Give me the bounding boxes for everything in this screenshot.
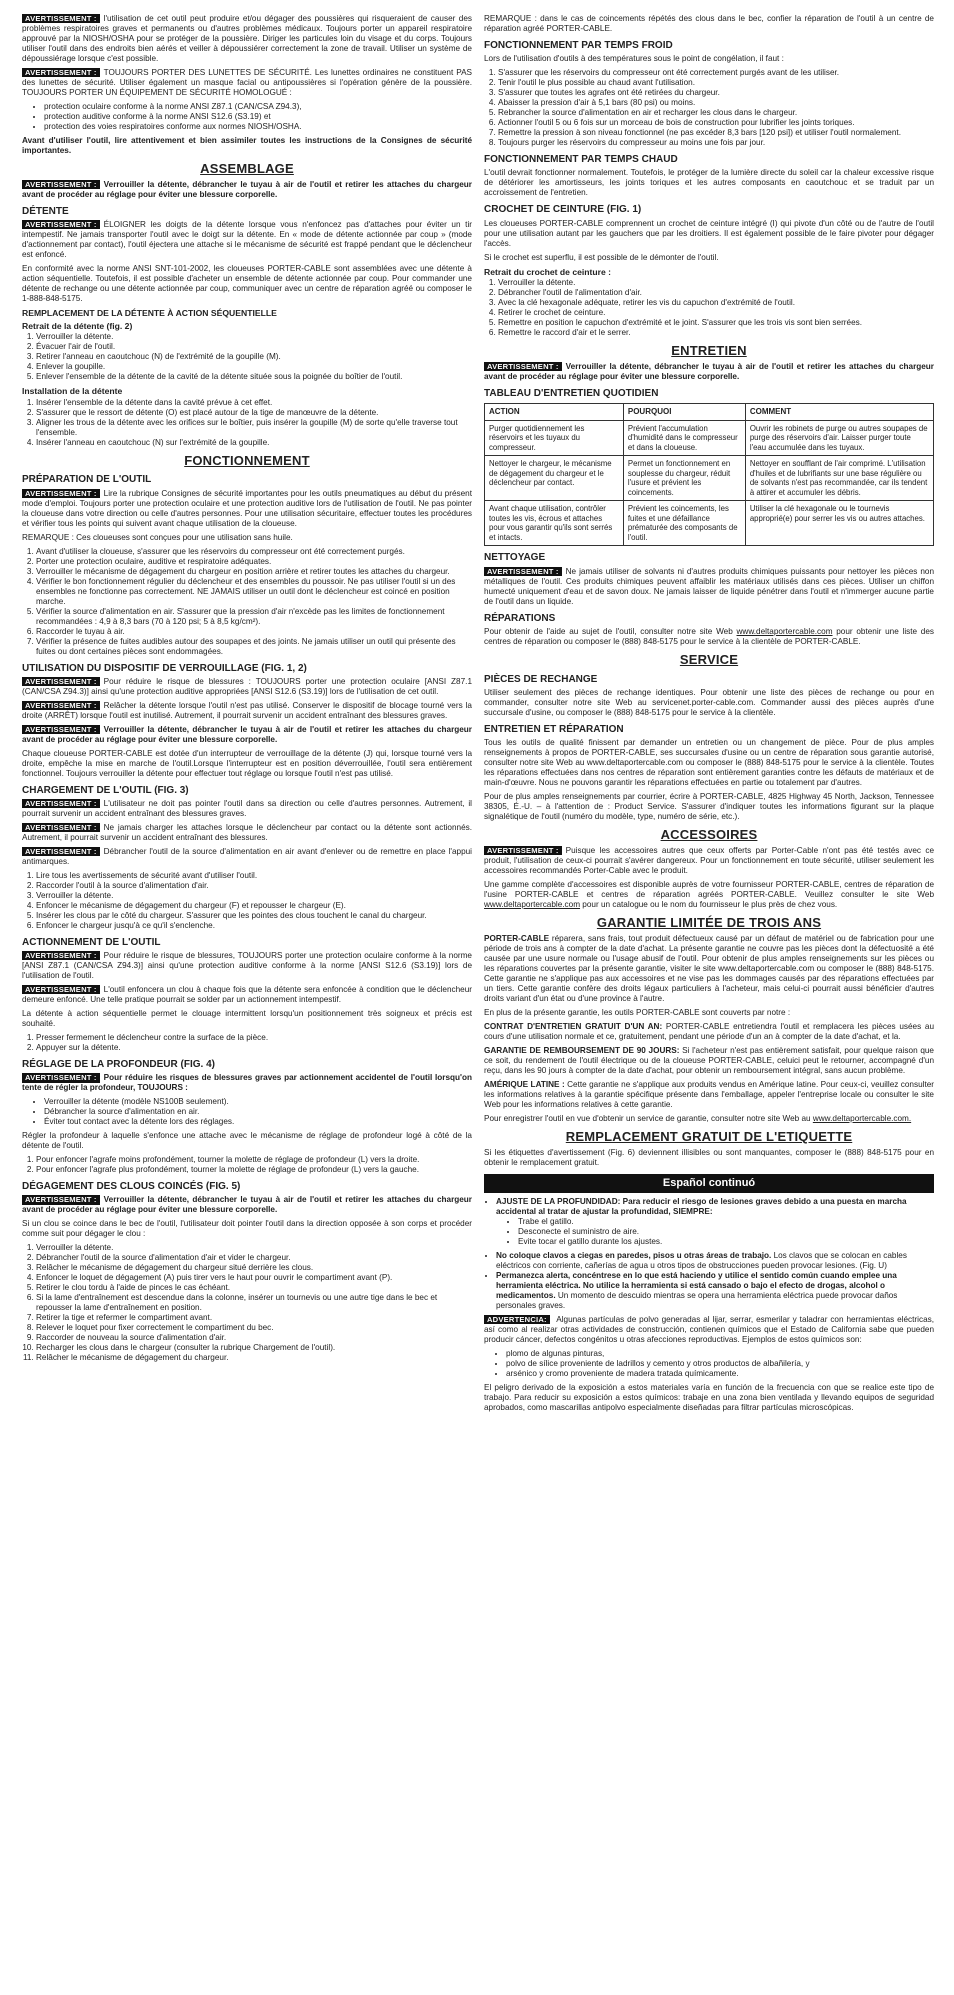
- warning-badge: AVERTISSEMENT :: [22, 220, 100, 229]
- prep-warning: AVERTISSEMENT : Lire la rubrique Consignes de sécurité importantes pour les outils pneumatiques au début du présent mode d'emploi. Toujours porter une protection oculaire et une protection auditive lors de l'utilisation de l'outil. Ne pas pointer la cloueuse dans votre direction ou celle d'autres personnes. Pour une utilisation sécuritaire, effectuer toutes les procédures et vérifier tous les points qui suivent avant chaque utilisation de la cloueuse.: [22, 488, 472, 528]
- hook-removal-heading: Retrait du crochet de ceinture :: [484, 266, 612, 277]
- jam-steps: [22, 1243, 472, 1363]
- removal-steps: [22, 332, 472, 382]
- table-header-row: [485, 404, 934, 421]
- warranty-paragraph-2: En plus de la présente garantie, les outils PORTER-CABLE sont couverts par notre :: [484, 1007, 791, 1017]
- list-item: 2. Porter une protection oculaire, auditive et respiratoire adéquates.: [36, 557, 472, 567]
- list-item: • polvo de sílice proveniente de ladrillos y cemento y otros productos de albañilería, y: [506, 1359, 934, 1369]
- list-item: 1. Avant d'utiliser la cloueuse, s'assurer que les réservoirs du compresseur ont été correctement purgés.: [36, 547, 472, 557]
- label-replacement-paragraph: Si les étiquettes d'avertissement (Fig. 6) deviennent illisibles ou sont manquantes, composer le (888) 848-5175 pour en obtenir le remplacement gratuit.: [484, 1147, 934, 1167]
- hot-paragraph: L'outil devrait fonctionner normalement. Toutefois, le protéger de la lumière directe du soleil car la chaleur excessive risque de détériorer les amortisseurs, les joints toriques et les autres composants en caoutchouc et se traduit par un accroissement de l'entretien.: [484, 168, 934, 198]
- warning-badge: AVERTISSEMENT :: [22, 489, 100, 498]
- actuation-warning-2: AVERTISSEMENT : L'outil enfoncera un clou à chaque fois que la détente sera enfoncée à condition que le déclencheur demeure enfoncé. Une telle pratique pourrait se solder par un actionnement intempestif.: [22, 985, 472, 1005]
- repair-heading: ENTRETIEN ET RÉPARATION: [484, 723, 624, 735]
- maintenance-heading: ENTRETIEN: [671, 343, 747, 359]
- prep-remark: REMARQUE : Ces cloueuses sont conçues pour une utilisation sans huile.: [22, 532, 293, 542]
- parts-heading: PIÈCES DE RECHANGE: [484, 673, 598, 685]
- list-item: 1. S'assurer que les réservoirs du compresseur ont été correctement purgés avant de les utiliser.: [498, 68, 934, 78]
- list-item: 9. Raccorder de nouveau la source d'alimentation d'air.: [36, 1333, 472, 1343]
- hook-paragraph: Les cloueuses PORTER-CABLE comprennent un crochet de ceinture intégré (I) qui pivote d'un côté ou de l'autre de l'outil pour une utilisation autant par les gauchers que par les droitiers. Il est également possible de le faire pivoter pour dégager l'accès.: [484, 218, 934, 248]
- depth-heading: RÉGLAGE DE LA PROFONDEUR (FIG. 4): [22, 1059, 215, 1071]
- spanish-warning: ADVERTENCIA: Algunas partículas de polvo generadas al lijar, serrar, esmerilar y taladrar con herramientas eléctricas, así como al realizar otras actividades de construcción, contienen químicos que el Estado de California sabe que pueden producir cáncer, defectos congénitos u otras afecciones reproductivas. Ejemplos de estos químicos son:: [484, 1314, 934, 1344]
- warning-badge: AVERTISSEMENT :: [22, 68, 100, 77]
- lock-paragraph: Chaque cloueuse PORTER-CABLE est dotée d'un interrupteur de verrouillage de la détente (J) qui, lorsque tourné vers la droite, empêche la mise en marche de l'outil.Lorsque l'interrupteur est en position déverrouillée, l'outil sera entièrement fonctionnel. Toujours verrouiller la détente pour effectuer tout réglage ou lorsque l'outil n'est pas utilisé.: [22, 748, 472, 778]
- list-item: 1. Insérer l'ensemble de la détente dans la cavité prévue à cet effet.: [36, 398, 472, 408]
- table-cell: Utiliser la clé hexagonale ou le tournevis approprié(e) pour serrer les vis ou autres attaches.: [745, 501, 933, 546]
- list-item: 1. Verrouiller la détente.: [498, 278, 934, 288]
- lock-heading: UTILISATION DU DISPOSITIF DE VERROUILLAGE (FIG. 1, 2): [22, 662, 307, 674]
- spanish-risk-paragraph: El peligro derivado de la exposición a estos materiales varía en función de la frecuencia con que se realice este tipo de trabajo. Para reducir su exposición a estos químicos: trabaje en una zona bien ventilada y llevando equipos de seguridad aprobados, como mascarillas antipolvo especialmente diseñadas para filtrar partículas microscópicas.: [484, 1382, 934, 1412]
- list-item: 4. Abaisser la pression d'air à 5,1 bars (80 psi) ou moins.: [498, 98, 934, 108]
- warning-badge: AVERTISSEMENT :: [22, 701, 100, 710]
- list-item: 5. Insérer les clous par le côté du chargeur. S'assurer que les pointes des clous touchent le canal du chargeur.: [36, 911, 472, 921]
- install-steps: [22, 398, 472, 448]
- list-item: 1. Verrouiller la détente.: [36, 332, 472, 342]
- list-item: 6. Actionner l'outil 5 ou 6 fois sur un morceau de bois de construction pour lubrifier les joints toriques.: [498, 118, 934, 128]
- accessories-paragraph: Une gamme complète d'accessoires est disponible auprès de votre fournisseur PORTER-CABLE, centres de réparation de l'usine PORTER-CABLE et centres de réparation agréés PORTER-CABLE. Veuillez consulter le site Web www.deltaportercable.com pour un catalogue ou le nom du fournisseur le plus près de chez vous.: [484, 879, 934, 909]
- list-item: • Evite tocar el gatillo durante los ajustes.: [518, 1237, 934, 1247]
- trigger-warning: AVERTISSEMENT : ÉLOIGNER les doigts de la détente lorsque vous n'enfoncez pas d'attaches pour éviter un tir intempestif. Ne jamais transporter l'outil avec le doigt sur la détente. En « mode de détente actionnée par coup » (mode d'actionnement par contact), l'outil éjectera une attache si le mécanisme de sécurité est frappé pendant que le déclencheur est enfoncé.: [22, 220, 472, 260]
- load-warning-3: AVERTISSEMENT : Débrancher l'outil de la source d'alimentation en air avant d'enlever ou de remettre en place l'appui antimarques.: [22, 846, 472, 866]
- list-item: 7. Remettre la pression à son niveau fonctionnel (ne pas excéder 8,3 bars [120 psi]) et utiliser l'outil normalement.: [498, 128, 934, 138]
- list-item: 5. Vérifier la source d'alimentation en air. S'assurer que la pression d'air n'excède pas les limites de fonctionnement recommandées : 4,9 à 8,3 bars (70 à 120 psi; 5 à 8,5 kg/cm²).: [36, 607, 472, 627]
- table-cell: Nettoyer le chargeur, le mécanisme de dégagement du chargeur et le déclencheur par contact.: [485, 456, 624, 501]
- list-item: • Permanezca alerta, concéntrese en lo que está haciendo y utilice el sentido común cuando emplee una herramienta eléctrica. No utilice la herramienta si está cansado o bajo el efecto de drogas, alcohol o medicamentos. Un momento de descuido mientras se opera una herramienta eléctrica puede provocar daños personales graves.: [496, 1271, 934, 1311]
- warning-badge: AVERTISSEMENT :: [22, 180, 100, 189]
- website-link[interactable]: www.deltaportercable.com.: [812, 1113, 912, 1123]
- actuation-warning-1: AVERTISSEMENT : Pour réduire le risque de blessures, TOUJOURS porter une protection oculaire conforme à la norme [ANSI Z87.1 (CAN/CSA Z94.3)] ainsi qu'une protection auditive conforme à la norme [ANSI S12.6 (S3.19)] lors de l'utilisation de l'outil.: [22, 951, 472, 981]
- right-column: [484, 14, 934, 1984]
- list-item: • protection oculaire conforme à la norme ANSI Z87.1 (CAN/CSA Z94.3),: [44, 102, 472, 112]
- lock-warning-3: AVERTISSEMENT : Verrouiller la détente, débrancher le tuyau à air de l'outil et retirer les attaches du chargeur avant de procéder au réglage pour éviter une blessure corporelle.: [22, 724, 472, 744]
- table-cell: Permet un fonctionnement en souplesse du chargeur, réduit l'usure et prévient les coincements.: [623, 456, 745, 501]
- jam-paragraph: Si un clou se coince dans le bec de l'outil, l'utilisateur doit pointer l'outil dans la direction opposée à son corps et procéder comme suit pour dégager le clou :: [22, 1219, 472, 1239]
- list-item: 2. S'assurer que le ressort de détente (O) est placé autour de la tige de manœuvre de la détente.: [36, 408, 472, 418]
- list-item: • Débrancher la source d'alimentation en air.: [44, 1107, 472, 1117]
- warning-badge: AVERTISSEMENT :: [484, 846, 562, 855]
- depth-list: [22, 1097, 472, 1127]
- operation-heading: FONCTIONNEMENT: [184, 452, 310, 468]
- list-item: • plomo de algunas pinturas,: [506, 1349, 934, 1359]
- hook-heading: CROCHET DE CEINTURE (FIG. 1): [484, 204, 642, 216]
- jam-remark: REMARQUE : dans le cas de coincements répétés des clous dans le bec, confier la réparation de l'outil à un centre de réparation agréé PORTER-CABLE.: [484, 14, 934, 33]
- list-item: 3. Verrouiller le mécanisme de dégagement du chargeur en position arrière et retirer toutes les attaches du chargeur.: [36, 567, 472, 577]
- list-item: • protection des voies respiratoires conforme aux normes NIOSH/OSHA.: [44, 122, 472, 132]
- spanish-continued-banner: Español continuó: [484, 1174, 934, 1193]
- list-item: • Verrouiller la détente (modèle NS100B seulement).: [44, 1097, 472, 1107]
- prep-steps: [22, 547, 472, 657]
- list-item: 1. Pour enfoncer l'agrafe moins profondément, tourner la molette de réglage de profondeur (L) vers la droite.: [36, 1155, 472, 1165]
- depth-paragraph: Régler la profondeur à laquelle s'enfonce une attache avec le mécanisme de réglage de profondeur logé à côté de la détente de l'outil.: [22, 1131, 472, 1151]
- cleaning-heading: NETTOYAGE: [484, 552, 546, 564]
- cold-intro: Lors de l'utilisation d'outils à des températures sous le point de congélation, il faut :: [484, 54, 784, 64]
- list-item: 4. Retirer le crochet de ceinture.: [498, 308, 934, 318]
- list-item: • arsénico y cromo proveniente de madera tratada químicamente.: [506, 1369, 934, 1379]
- warning-badge: AVERTISSEMENT :: [22, 951, 100, 960]
- list-item: 1. Lire tous les avertissements de sécurité avant d'utiliser l'outil.: [36, 871, 472, 881]
- warranty-paragraph: PORTER-CABLE réparera, sans frais, tout produit défectueux causé par un défaut de matériel ou de fabrication pour une période de trois ans à compter de la date d'achat. La présente garantie ne couvre pas les pièces dont la défectuosité a été causée par une usure normale ou l'usage abusif de l'outil. Pour obtenir de plus amples renseignements sur les pièces ou les réparations couvertes par la présente garantie, visiter le site www.deltaportercable.com ou composer le (888) 848-5175. Cette garantie ne s'applique pas aux accessoires et ne vise pas les dommages causés par des réparations effectuées par un tiers. Cette garantie confère des droits légaux particuliers à l'acheteur, mais celui-ci pourrait aussi bénéficier d'autres droits variant d'un état ou d'une province à l'autre.: [484, 933, 934, 1003]
- list-item: 4. Enfoncer le loquet de dégagement (A) puis tirer vers le haut pour ouvrir le compartiment avant (P).: [36, 1273, 472, 1283]
- list-item: 4. Vérifier le bon fonctionnement régulier du déclencheur et des ensembles du poussoir. Ne pas utiliser l'outil si un des ensembles ne fonctionne pas correctement. NE JAMAIS utiliser un outil dont le déclencheur est coincé en position marche.: [36, 577, 472, 607]
- load-warning-1: AVERTISSEMENT : L'utilisateur ne doit pas pointer l'outil dans sa direction ou celle d'autres personnes. Autrement, il pourrait survenir un accident entraînant des blessures graves.: [22, 798, 472, 818]
- assembly-heading: ASSEMBLAGE: [200, 161, 294, 176]
- latin-america-note: AMÉRIQUE LATINE : Cette garantie ne s'applique aux produits vendus en Amérique latine. Pour ceux-ci, veuillez consulter les informations relatives à la garantie spécifique présente dans l'emballage, appeler l'entreprise locale ou consulter le site Web pour les informations relatives à cette garantie.: [484, 1079, 934, 1109]
- depth-steps: [22, 1155, 472, 1175]
- list-item: 7. Retirer la tige et refermer le compartiment avant.: [36, 1313, 472, 1323]
- assembly-warning: AVERTISSEMENT : Verrouiller la détente, débrancher le tuyau à air de l'outil et retirer les attaches du chargeur avant de procéder au réglage pour éviter une blessure corporelle.: [22, 179, 472, 199]
- spanish-depth-list: [496, 1217, 934, 1247]
- trigger-heading: DÉTENTE: [22, 205, 69, 217]
- warning-badge: AVERTISSEMENT :: [22, 823, 100, 832]
- protection-list: [22, 102, 472, 132]
- intro-warning-1: AVERTISSEMENT : l'utilisation de cet outil peut produire et/ou dégager des poussières qui risqueraient de causer des problèmes respiratoires graves et permanents ou d'autres problèmes médicaux. Toujours porter un appareil respiratoire approuvé par la NIOSH/OSHA pour se protéger de la poussière. Diriger les particules loin du visage et du corps. Toujours utiliser l'outil dans des endroits bien aérés et veiller à dépoussiérer correctement la zone de travail. Utiliser un système de dépoussiérage lorsque c'est possible.: [22, 14, 472, 63]
- warning-badge: AVERTISSEMENT :: [22, 985, 100, 994]
- list-item: • Desconecte el suministro de aire.: [518, 1227, 934, 1237]
- trigger-paragraph: En conformité avec la norme ANSI SNT-101-2002, les cloueuses PORTER-CABLE sont assemblées avec une détente à action séquentielle. Toutefois, il est possible d'acheter un ensemble de détente actionnée par coup. Pour commander une détente de rechange ou une détente actionnée par coup, communiquer avec un centre de réparation agréé ou composer le 1-888-848-5175.: [22, 264, 472, 304]
- hook-paragraph-2: Si le crochet est superflu, il est possible de le démonter de l'outil.: [484, 252, 719, 262]
- table-heading: TABLEAU D'ENTRETIEN QUOTIDIEN: [484, 387, 659, 399]
- warning-badge: AVERTISSEMENT :: [22, 799, 100, 808]
- list-item: • No coloque clavos a ciegas en paredes, pisos u otras áreas de trabajo. Los clavos que se colocan en cables eléctricos con corriente, cañerías de agua u otros tipos de obstrucciones pueden provocar lesiones. (Fig. U): [496, 1251, 934, 1271]
- actuation-heading: ACTIONNEMENT DE L'OUTIL: [22, 936, 161, 948]
- warning-badge: ADVERTENCIA:: [484, 1315, 550, 1324]
- table-cell: Purger quotidiennement les réservoirs et les tuyaux du compresseur.: [485, 420, 624, 456]
- list-item: 11. Relâcher le mécanisme de dégagement du chargeur.: [36, 1353, 472, 1363]
- intro-warning-2: AVERTISSEMENT : TOUJOURS PORTER DES LUNETTES DE SÉCURITÉ. Les lunettes ordinaires ne constituent PAS des lunettes de sécurité. Utiliser également un masque facial ou antipoussières si l'opération génère de la poussière. TOUJOURS PORTER UN ÉQUIPEMENT DE SÉCURITÉ HOMOLOGUÉ :: [22, 68, 472, 97]
- warning-badge: AVERTISSEMENT :: [22, 847, 100, 856]
- list-item: • protection auditive conforme à la norme ANSI S12.6 (S3.19) et: [44, 112, 472, 122]
- list-item: 2. Raccorder l'outil à la source d'alimentation d'air.: [36, 881, 472, 891]
- maintenance-warning: AVERTISSEMENT : Verrouiller la détente, débrancher le tuyau à air de l'outil et retirer les attaches du chargeur avant de procéder au réglage pour éviter une blessure corporelle.: [484, 361, 934, 381]
- column-header: ACTION: [485, 404, 624, 421]
- list-item: 4. Enlever la goupille.: [36, 362, 472, 372]
- list-item: 6. Si la lame d'entraînement est descendue dans la colonne, insérer un tournevis ou une autre tige dans le bec et repousser la lame d'entraînement en position.: [36, 1293, 472, 1313]
- actuation-steps: [22, 1033, 472, 1053]
- list-item: 2. Tenir l'outil le plus possible au chaud avant l'utilisation.: [498, 78, 934, 88]
- list-item: 1. Presser fermement le déclencheur contre la surface de la pièce.: [36, 1033, 472, 1043]
- maintenance-table: [484, 403, 934, 546]
- list-item: 3. Verrouiller la détente.: [36, 891, 472, 901]
- cold-steps: [484, 68, 934, 148]
- repair-paragraph-2: Pour de plus amples renseignements par courrier, écrire à PORTER-CABLE, 4825 Highway 45 North, Jackson, Tennessee 38305, É.-U. – à l'attention de : Product Service. S'assurer d'indiquer toutes les informations figurant sur la plaque signalétique de l'outil (numéro du modèle, type, numéro de série, etc.).: [484, 791, 934, 821]
- jam-warning: AVERTISSEMENT : Verrouiller la détente, débrancher le tuyau à air de l'outil et retirer les attaches du chargeur avant de procéder au réglage pour éviter une blessure corporelle.: [22, 1195, 472, 1215]
- warning-badge: AVERTISSEMENT :: [22, 725, 100, 734]
- list-item: 5. Rebrancher la source d'alimentation en air et recharger les clous dans le chargeur.: [498, 108, 934, 118]
- before-use-note: Avant d'utiliser l'outil, lire attentivement et bien assimiler toutes les instructions de la Consignes de sécurité importantes.: [22, 136, 472, 155]
- warning-badge: AVERTISSEMENT :: [22, 677, 100, 686]
- cold-heading: FONCTIONNEMENT PAR TEMPS FROID: [484, 40, 673, 51]
- table-row: [485, 420, 934, 456]
- removal-heading: Retrait de la détente (fig. 2): [22, 320, 133, 331]
- list-item: 1. Verrouiller la détente.: [36, 1243, 472, 1253]
- actuation-paragraph: La détente à action séquentielle permet le clouage intermittent lorsqu'un positionnement très soigneux et précis est souhaité.: [22, 1009, 472, 1029]
- warranty-heading: GARANTIE LIMITÉE DE TROIS ANS: [596, 914, 822, 930]
- repairs-paragraph: Pour obtenir de l'aide au sujet de l'outil, consulter notre site Web www.deltaportercable.com pour obtenir une liste des centres de réparation ou composer le (888) 848-5175 pour le service à la clientèle de PORTER-CABLE.: [484, 626, 934, 646]
- list-item: 6. Enfoncer le chargeur jusqu'à ce qu'il s'enclenche.: [36, 921, 472, 931]
- manual-page: [22, 14, 934, 1984]
- refund-guarantee: GARANTIE DE REMBOURSEMENT DE 90 JOURS: Si l'acheteur n'est pas entièrement satisfait, pour quelque raison que ce soit, du rendement de l'outil électrique ou de la cloueuse PORTER-CABLE, celuici peut le retourner, accompagné d'un reçu, dans les 90 jours à compter de la date d'achat, pour obtenir un remboursement intégral, sans aucun problème.: [484, 1045, 934, 1075]
- load-steps: [22, 871, 472, 931]
- load-heading: CHARGEMENT DE L'OUTIL (FIG. 3): [22, 784, 189, 796]
- table-cell: Avant chaque utilisation, contrôler toutes les vis, écrous et attaches pour vous garantir qu'ils sont serrés et intacts.: [485, 501, 624, 546]
- warning-badge: AVERTISSEMENT :: [484, 567, 562, 576]
- lock-warning-1: AVERTISSEMENT : Pour réduire le risque de blessures : TOUJOURS porter une protection oculaire [ANSI Z87.1 (CAN/CSA Z94.3)] ainsi qu'une protection auditive appropriées [ANSI S12.6 (S3.19)] lors de l'utilisation de cet outil.: [22, 676, 472, 696]
- free-service-contract: CONTRAT D'ENTRETIEN GRATUIT D'UN AN: PORTER-CABLE entretiendra l'outil et remplacera les pièces usées au cours d'une utilisation normale et ce, gratuitement, pendant une période d'un an à compter de la date d'achat, et la.: [484, 1021, 934, 1041]
- list-item: 3. Avec la clé hexagonale adéquate, retirer les vis du capuchon d'extrémité de l'outil.: [498, 298, 934, 308]
- list-item: 2. Débrancher l'outil de la source d'alimentation d'air et vider le chargeur.: [36, 1253, 472, 1263]
- list-item: 2. Pour enfoncer l'agrafe plus profondément, tourner la molette de réglage de profondeur (L) vers la gauche.: [36, 1165, 472, 1175]
- list-item: 5. Retirer le clou tordu à l'aide de pinces le cas échéant.: [36, 1283, 472, 1293]
- parts-paragraph: Utiliser seulement des pièces de rechange identiques. Pour obtenir une liste des pièces de rechange ou pour en commander, consulter notre site Web au servicenet.porter-cable.com. Commander aussi des pièces auprès d'une succursale d'usine, ou composer le (888) 848-5175 pour le service à la clientèle.: [484, 687, 934, 717]
- list-item: 4. Insérer l'anneau en caoutchouc (N) sur l'extrémité de la goupille.: [36, 438, 472, 448]
- accessories-warning: AVERTISSEMENT : Puisque les accessoires autres que ceux offerts par Porter-Cable n'ont pas été testés avec ce produit, l'utilisation de ceux-ci pourrait s'avérer dangereux. Pour un fonctionnement en toute sécurité, utiliser seulement les accessoires recommandés Porter-Cable avec le produit.: [484, 845, 934, 875]
- repair-paragraph: Tous les outils de qualité finissent par demander un entretien ou un changement de pièce. Pour de plus amples renseignements à propos de PORTER-CABLE, ses succursales d'usine ou un centre de réparation sous garantie autorisé, consulter notre site Web au www.deltaportercable.com ou composer le (888) 848-5175 pour le service à la clientèle. Toutes les réparations effectuées dans nos centres de réparation sont entièrement garanties contre les défauts de matériaux et de main-d'œuvre. Nous ne pouvons garantir les réparations effectuées en partie ou totalement par d'autres.: [484, 737, 934, 787]
- label-replacement-heading: REMPLACEMENT GRATUIT DE L'ETIQUETTE: [565, 1128, 853, 1144]
- list-item: 6. Raccorder le tuyau à air.: [36, 627, 472, 637]
- list-item: 8. Relever le loquet pour fixer correctement le compartiment du bec.: [36, 1323, 472, 1333]
- warning-badge: AVERTISSEMENT :: [484, 362, 562, 371]
- list-item: 3. Aligner les trous de la détente avec les orifices sur le boîtier, puis insérer la goupille (M) de sorte qu'elle traverse tout l'ensemble.: [36, 418, 472, 438]
- service-heading: SERVICE: [679, 651, 739, 667]
- column-header: COMMENT: [745, 404, 933, 421]
- warning-badge: AVERTISSEMENT :: [22, 1073, 100, 1082]
- list-item: 4. Enfoncer le mécanisme de dégagement du chargeur (F) et repousser le chargeur (E).: [36, 901, 472, 911]
- accessories-heading: ACCESSOIRES: [660, 826, 758, 842]
- table-cell: Prévient l'accumulation d'humidité dans le compresseur et dans la cloueuse.: [623, 420, 745, 456]
- list-item: 5. Enlever l'ensemble de la détente de la cavité de la détente située sous la poignée du boîtier de l'outil.: [36, 372, 472, 382]
- warning-badge: AVERTISSEMENT :: [22, 1195, 100, 1204]
- list-item: 3. Relâcher le mécanisme de dégagement du chargeur situé derrière les clous.: [36, 1263, 472, 1273]
- column-header: POURQUOI: [623, 404, 745, 421]
- register-note: Pour enregistrer l'outil en vue d'obtenir un service de garantie, consulter notre site Web au www.deltaportercable.com.: [484, 1113, 912, 1123]
- load-warning-2: AVERTISSEMENT : Ne jamais charger les attaches lorsque le déclencheur par contact ou la détente sont actionnés. Autrement, il pourrait survenir un accident entraînant des blessures.: [22, 822, 472, 842]
- lock-warning-2: AVERTISSEMENT : Relâcher la détente lorsque l'outil n'est pas utilisé. Conserver le dispositif de blocage tourné vers la droite (ARRÊT) lorsque l'outil est inutilisé. Autrement, il pourrait survenir un accident entraînant des blessures graves.: [22, 700, 472, 720]
- replace-heading: REMPLACEMENT DE LA DÉTENTE À ACTION SÉQUENTIELLE: [22, 308, 277, 319]
- table-cell: Ouvrir les robinets de purge ou autres soupapes de purge des réservoirs d'air. Laisser purger toute l'eau accumulée dans les tuyaux.: [745, 420, 933, 456]
- left-column: [22, 14, 472, 1984]
- list-item: 10. Recharger les clous dans le chargeur (consulter la rubrique Chargement de l'outil).: [36, 1343, 472, 1353]
- list-item: 8. Toujours purger les réservoirs du compresseur au moins une fois par jour.: [498, 138, 934, 148]
- table-cell: Prévient les coincements, les fuites et une défaillance prématurée des composants de l'outil.: [623, 501, 745, 546]
- list-item: • AJUSTE DE LA PROFUNDIDAD: Para reducir el riesgo de lesiones graves debido a una puesta en marcha accidental al tratar de ajustar la profundidad, SIEMPRE: • Trabe el gatillo. • Desconecte el suministro de aire. • Evite tocar el gatillo durante los ajustes.: [496, 1197, 934, 1247]
- table-cell: Nettoyer en soufflant de l'air comprimé. L'utilisation d'huiles et de lubrifiants sur une base régulière ou de solvants n'est pas recommandée, car ils tendent à attirer et accumuler les débris.: [745, 456, 933, 501]
- list-item: 2. Évacuer l'air de l'outil.: [36, 342, 472, 352]
- table-row: [485, 501, 934, 546]
- chemicals-list: [484, 1349, 934, 1379]
- jam-heading: DÉGAGEMENT DES CLOUS COINCÉS (FIG. 5): [22, 1181, 241, 1193]
- depth-warning: AVERTISSEMENT : Pour réduire les risques de blessures graves par actionnement accidentel de l'outil lorsqu'on tente de régler la profondeur, TOUJOURS :: [22, 1073, 472, 1093]
- hook-steps: [484, 278, 934, 338]
- install-heading: Installation de la détente: [22, 386, 123, 397]
- list-item: 7. Vérifier la présence de fuites audibles autour des soupapes et des joints. Ne jamais utiliser un outil qui présente des fuites ou dont certaines pièces sont endommagées.: [36, 637, 472, 657]
- list-item: 2. Appuyer sur la détente.: [36, 1043, 472, 1053]
- list-item: 2. Débrancher l'outil de l'alimentation d'air.: [498, 288, 934, 298]
- repairs-heading: RÉPARATIONS: [484, 612, 556, 624]
- list-item: • Éviter tout contact avec la détente lors des réglages.: [44, 1117, 472, 1127]
- website-link[interactable]: www.deltaportercable.com: [736, 626, 833, 636]
- list-item: 6. Remettre le raccord d'air et le serrer.: [498, 328, 934, 338]
- table-row: [485, 456, 934, 501]
- cleaning-warning: AVERTISSEMENT : Ne jamais utiliser de solvants ni d'autres produits chimiques puissants pour nettoyer les pièces non métalliques de l'outil. Ces produits chimiques peuvent affaiblir les matériaux utilisés dans ces pièces. Utiliser un chiffon humecté uniquement d'eau et de savon doux. Ne jamais laisser de liquide pénétrer dans l'outil et n'immerger aucune partie de l'outil dans un liquide.: [484, 566, 934, 606]
- spanish-list: [484, 1197, 934, 1311]
- list-item: 3. Retirer l'anneau en caoutchouc (N) de l'extrémité de la goupille (M).: [36, 352, 472, 362]
- hot-heading: FONCTIONNEMENT PAR TEMPS CHAUD: [484, 154, 678, 166]
- warning-badge: AVERTISSEMENT :: [22, 14, 100, 23]
- list-item: • Trabe el gatillo.: [518, 1217, 934, 1227]
- list-item: 3. S'assurer que toutes les agrafes ont été retirées du chargeur.: [498, 88, 934, 98]
- prep-heading: PRÉPARATION DE L'OUTIL: [22, 474, 152, 486]
- list-item: 5. Remettre en position le capuchon d'extrémité et le joint. S'assurer que les trois vis sont bien serrées.: [498, 318, 934, 328]
- website-link[interactable]: www.deltaportercable.com: [484, 899, 581, 909]
